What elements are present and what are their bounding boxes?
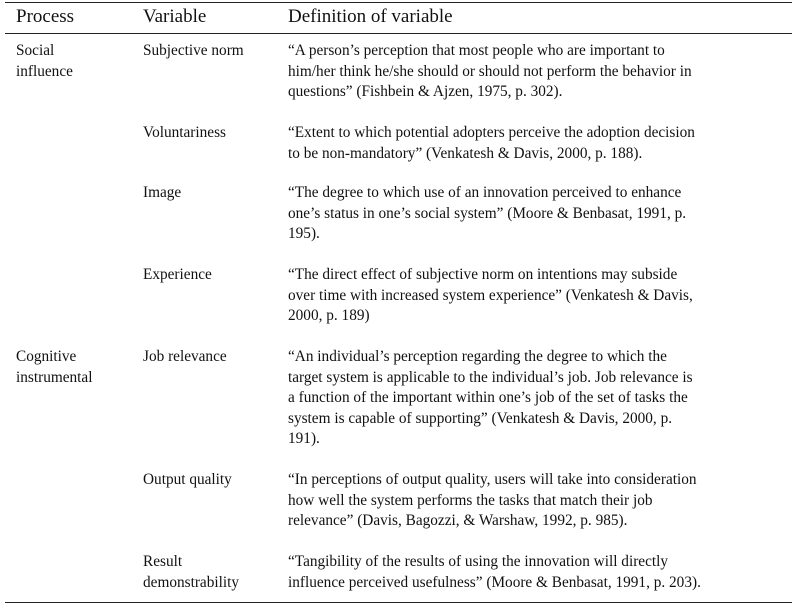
variable-experience: Experience: [143, 266, 212, 283]
process-cognitive-instrumental: Cognitive instrumental: [16, 348, 93, 386]
definition-experience: “The direct effect of subjective norm on intentions may subside over time with increased system experience” (Venkatesh & Davis, 2000, p. 189): [288, 266, 693, 324]
header-rule: [5, 33, 792, 34]
variable-voluntariness: Voluntariness: [143, 124, 226, 141]
variable-output-quality: Output quality: [143, 471, 232, 488]
variable-image: Image: [143, 184, 182, 201]
variable-subjective-norm: Subjective norm: [143, 42, 244, 59]
process-social-influence: Social influence: [16, 42, 73, 80]
header-variable: Variable: [143, 6, 207, 27]
definition-job-relevance: “An individual’s perception regarding the degree to which the target system is applicable to the individual’s job. Job relevance is a function of the important within one’s job of the set of tasks the system is capable of supporting” (Venkatesh & Davis, 2000, p. 191).: [288, 348, 693, 447]
definition-image: “The degree to which use of an innovation perceived to enhance one’s status in one’s social system” (Moore & Benbasat, 1991, p. 195).: [288, 184, 687, 242]
definition-output-quality: “In perceptions of output quality, users will take into consideration how well the system performs the tasks that match their job relevance” (Davis, Bagozzi, & Warshaw, 1992, p. 985).: [288, 471, 697, 529]
header-process: Process: [16, 6, 75, 27]
variable-job-relevance: Job relevance: [143, 348, 227, 365]
definition-subjective-norm: “A person’s perception that most people who are important to him/her think he/she should or should not perform the behavior in questions” (Fishbein & Ajzen, 1975, p. 302).: [288, 42, 692, 100]
table-bottom-rule: [5, 602, 792, 603]
variable-result-demonstrability: Result demonstrability: [143, 553, 240, 591]
definition-voluntariness: “Extent to which potential adopters perceive the adoption decision to be non-mandatory” (Venkatesh & Davis, 2000, p. 188).: [288, 124, 695, 162]
definition-result-demonstrability: “Tangibility of the results of using the innovation will directly influence perceived usefulness” (Moore & Benbasat, 1991, p. 203).: [288, 553, 701, 591]
table-top-rule: [5, 2, 792, 3]
header-definition: Definition of variable: [288, 6, 453, 27]
